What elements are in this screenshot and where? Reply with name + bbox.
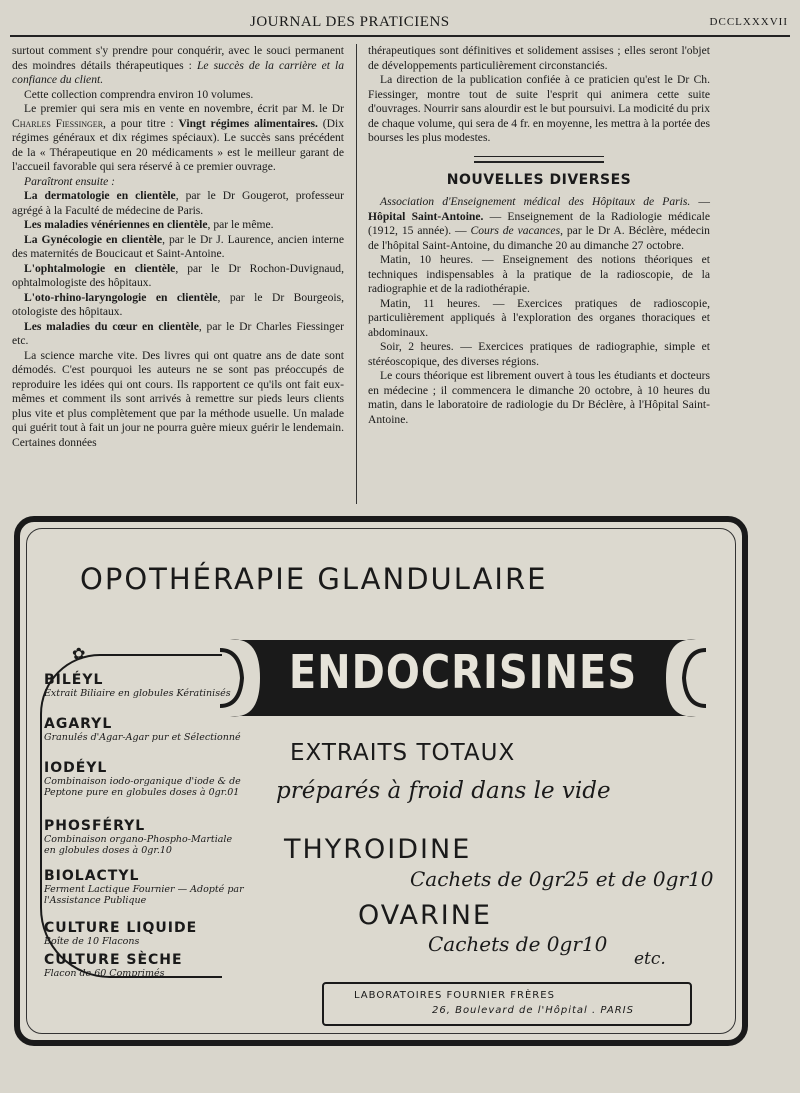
column-divider <box>356 44 357 504</box>
thyroidine-dosage: Cachets de 0gr25 et de 0gr10 <box>410 867 714 891</box>
laboratory-name: LABORATOIRES FOURNIER FRÈRES <box>354 990 555 1001</box>
left-paragraph-5: La science marche vite. Des livres qui ont quatre ans de date sont démodés. C'est pourquoi les auteurs ne se sont pas préoccupés de reproduire les idées qui ont cours. Ils rapportent ce qu'ils ont fait eux-mêmes et comment ils sont arrivés à remettre sur pieds leurs clients plus vite et plus complètement que par la méthode usuelle. Un malade qui guérit tout à fait un jour ne pourra guère mieux guérir le lendemain. Certaines données <box>12 348 344 449</box>
laboratory-address: 26, Boulevard de l'Hôpital . PARIS <box>432 1005 634 1016</box>
list-item: La dermatologie en clientèle, par le Dr Gougerot, professeur agrégé à la Faculté de médecine de Paris. <box>12 189 344 217</box>
ovarine-dosage: Cachets de 0gr10 <box>428 932 608 956</box>
extraits-heading: EXTRAITS TOTAUX <box>290 740 516 766</box>
left-paragraph-1: surtout comment s'y prendre pour conquérir, avec le souci permanent des moindres détails thérapeutiques : Le succès de la carrière et la confiance du client. <box>12 44 344 86</box>
right-column <box>368 44 710 427</box>
right-paragraph-2: La direction de la publication confiée à ce praticien qu'est le Dr Ch. Fiessinger, montre tout de suite l'esprit qui animera cette suite d'ouvrages. Nourrir sans alourdir est le but poursuivi. La modicité du prix de chaque volume, qui sera de 4 fr. en moyenne, les mettra à la portée des bourses les plus modestes. <box>368 73 710 144</box>
news-paragraph-1: Association d'Enseignement médical des Hôpitaux de Paris. — Hôpital Saint-Antoine. — Enseignement de la Radiologie médicale (1912, 15 année). — Cours de vacances, par le Dr A. Béclère, médecin de l'hôpital Saint-Antoine, du dimanche 20 au dimanche 27 octobre. <box>368 195 710 252</box>
list-item: L'oto-rhino-laryngologie en clientèle, par le Dr Bourgeois, otologiste des hôpitaux. <box>12 290 344 318</box>
laboratory-address-box <box>322 982 692 1026</box>
product-item: BIOLACTYL Ferment Lactique Fournier — Adopté par l'Assistance Publique <box>44 868 244 906</box>
product-item: PHOSFÉRYL Combinaison organo-Phospho-Martiale en globules doses à 0gr.10 <box>44 818 233 856</box>
product-item: IODÉYL Combinaison iodo-organique d'iode & de Peptone pure en globules doses à 0gr.01 <box>44 760 241 798</box>
product-item: BILÉYL Extrait Biliaire en globules Kératinisés <box>44 672 231 699</box>
product-item: CULTURE SÈCHE Flacon de 60 Comprimés <box>44 952 183 979</box>
list-item: L'ophtalmologie en clientèle, par le Dr Rochon-Duvignaud, ophtalmologiste des hôpitaux. <box>12 261 344 289</box>
left-paragraph-4: Paraîtront ensuite : <box>24 174 116 188</box>
list-item: La Gynécologie en clientèle, par le Dr J. Laurence, ancien interne des maternités de Boucicaut et Saint-Antoine. <box>12 232 344 260</box>
advertisement <box>14 516 748 1046</box>
flower-icon: ✿ <box>72 644 86 663</box>
brand-name: ENDOCRISINES <box>288 646 638 700</box>
brand-banner <box>220 630 706 726</box>
journal-title: JOURNAL DES PRATICIENS <box>250 14 450 30</box>
etc-text: etc. <box>634 949 666 969</box>
news-paragraph-2: Matin, 10 heures. — Enseignement des notions théoriques et techniques indispensables à la pratique de la radioscopie, de la radiographie et de la radiothérapie. <box>368 253 710 295</box>
left-paragraph-2: Cette collection comprendra environ 10 volumes. <box>24 87 254 101</box>
thyroidine-label: THYROIDINE <box>284 834 472 865</box>
page-number: DCCLXXXVII <box>709 16 788 28</box>
ovarine-label: OVARINE <box>358 900 492 931</box>
news-paragraph-5: Le cours théorique est librement ouvert à tous les étudiants et docteurs en médecine ; il commencera le dimanche 20 octobre, à 10 heures du matin, dans le laboratoire de radiologie du Dr Béclère, à l'Hôpital Saint-Antoine. <box>368 369 710 426</box>
news-paragraph-3: Matin, 11 heures. — Exercices pratiques de radioscopie, particulièrement appliqués à l'exploration des organes thoraciques et abdominaux. <box>368 296 710 339</box>
ad-title: OPOTHÉRAPIE GLANDULAIRE <box>80 562 548 596</box>
decorative-rule <box>474 156 604 163</box>
product-item: CULTURE LIQUIDE Boîte de 10 Flacons <box>44 920 198 947</box>
product-item: AGARYL Granulés d'Agar-Agar pur et Sélectionné <box>44 716 241 743</box>
left-paragraph-3: Le premier qui sera mis en vente en novembre, écrit par M. le Dr Charles Fiessinger, a pour titre : Vingt régimes alimentaires. (Dix régimes généraux et dix régimes spéciaux). Le succès sans précédent de la « Thérapeutique en 20 médicaments » est le meilleur garant de l'accueil favorable qui sera réservé à ce premier ouvrage. <box>12 102 344 173</box>
header-rule <box>10 35 790 37</box>
list-item: Les maladies vénériennes en clientèle, par le même. <box>24 218 274 231</box>
right-paragraph-1: thérapeutiques sont définitives et solidement assises ; elles seront l'objet de développements particulièrement circonstanciés. <box>368 44 710 72</box>
list-item: Les maladies du cœur en clientèle, par le Dr Charles Fiessinger etc. <box>12 319 344 347</box>
running-head <box>0 14 800 34</box>
section-heading: NOUVELLES DIVERSES <box>446 171 632 188</box>
left-column <box>12 44 344 450</box>
news-paragraph-4: Soir, 2 heures. — Exercices pratiques de radiographie, simple et stéréoscopique, des diverses régions. <box>368 340 710 368</box>
preparation-line: préparés à froid dans le vide <box>276 778 611 804</box>
